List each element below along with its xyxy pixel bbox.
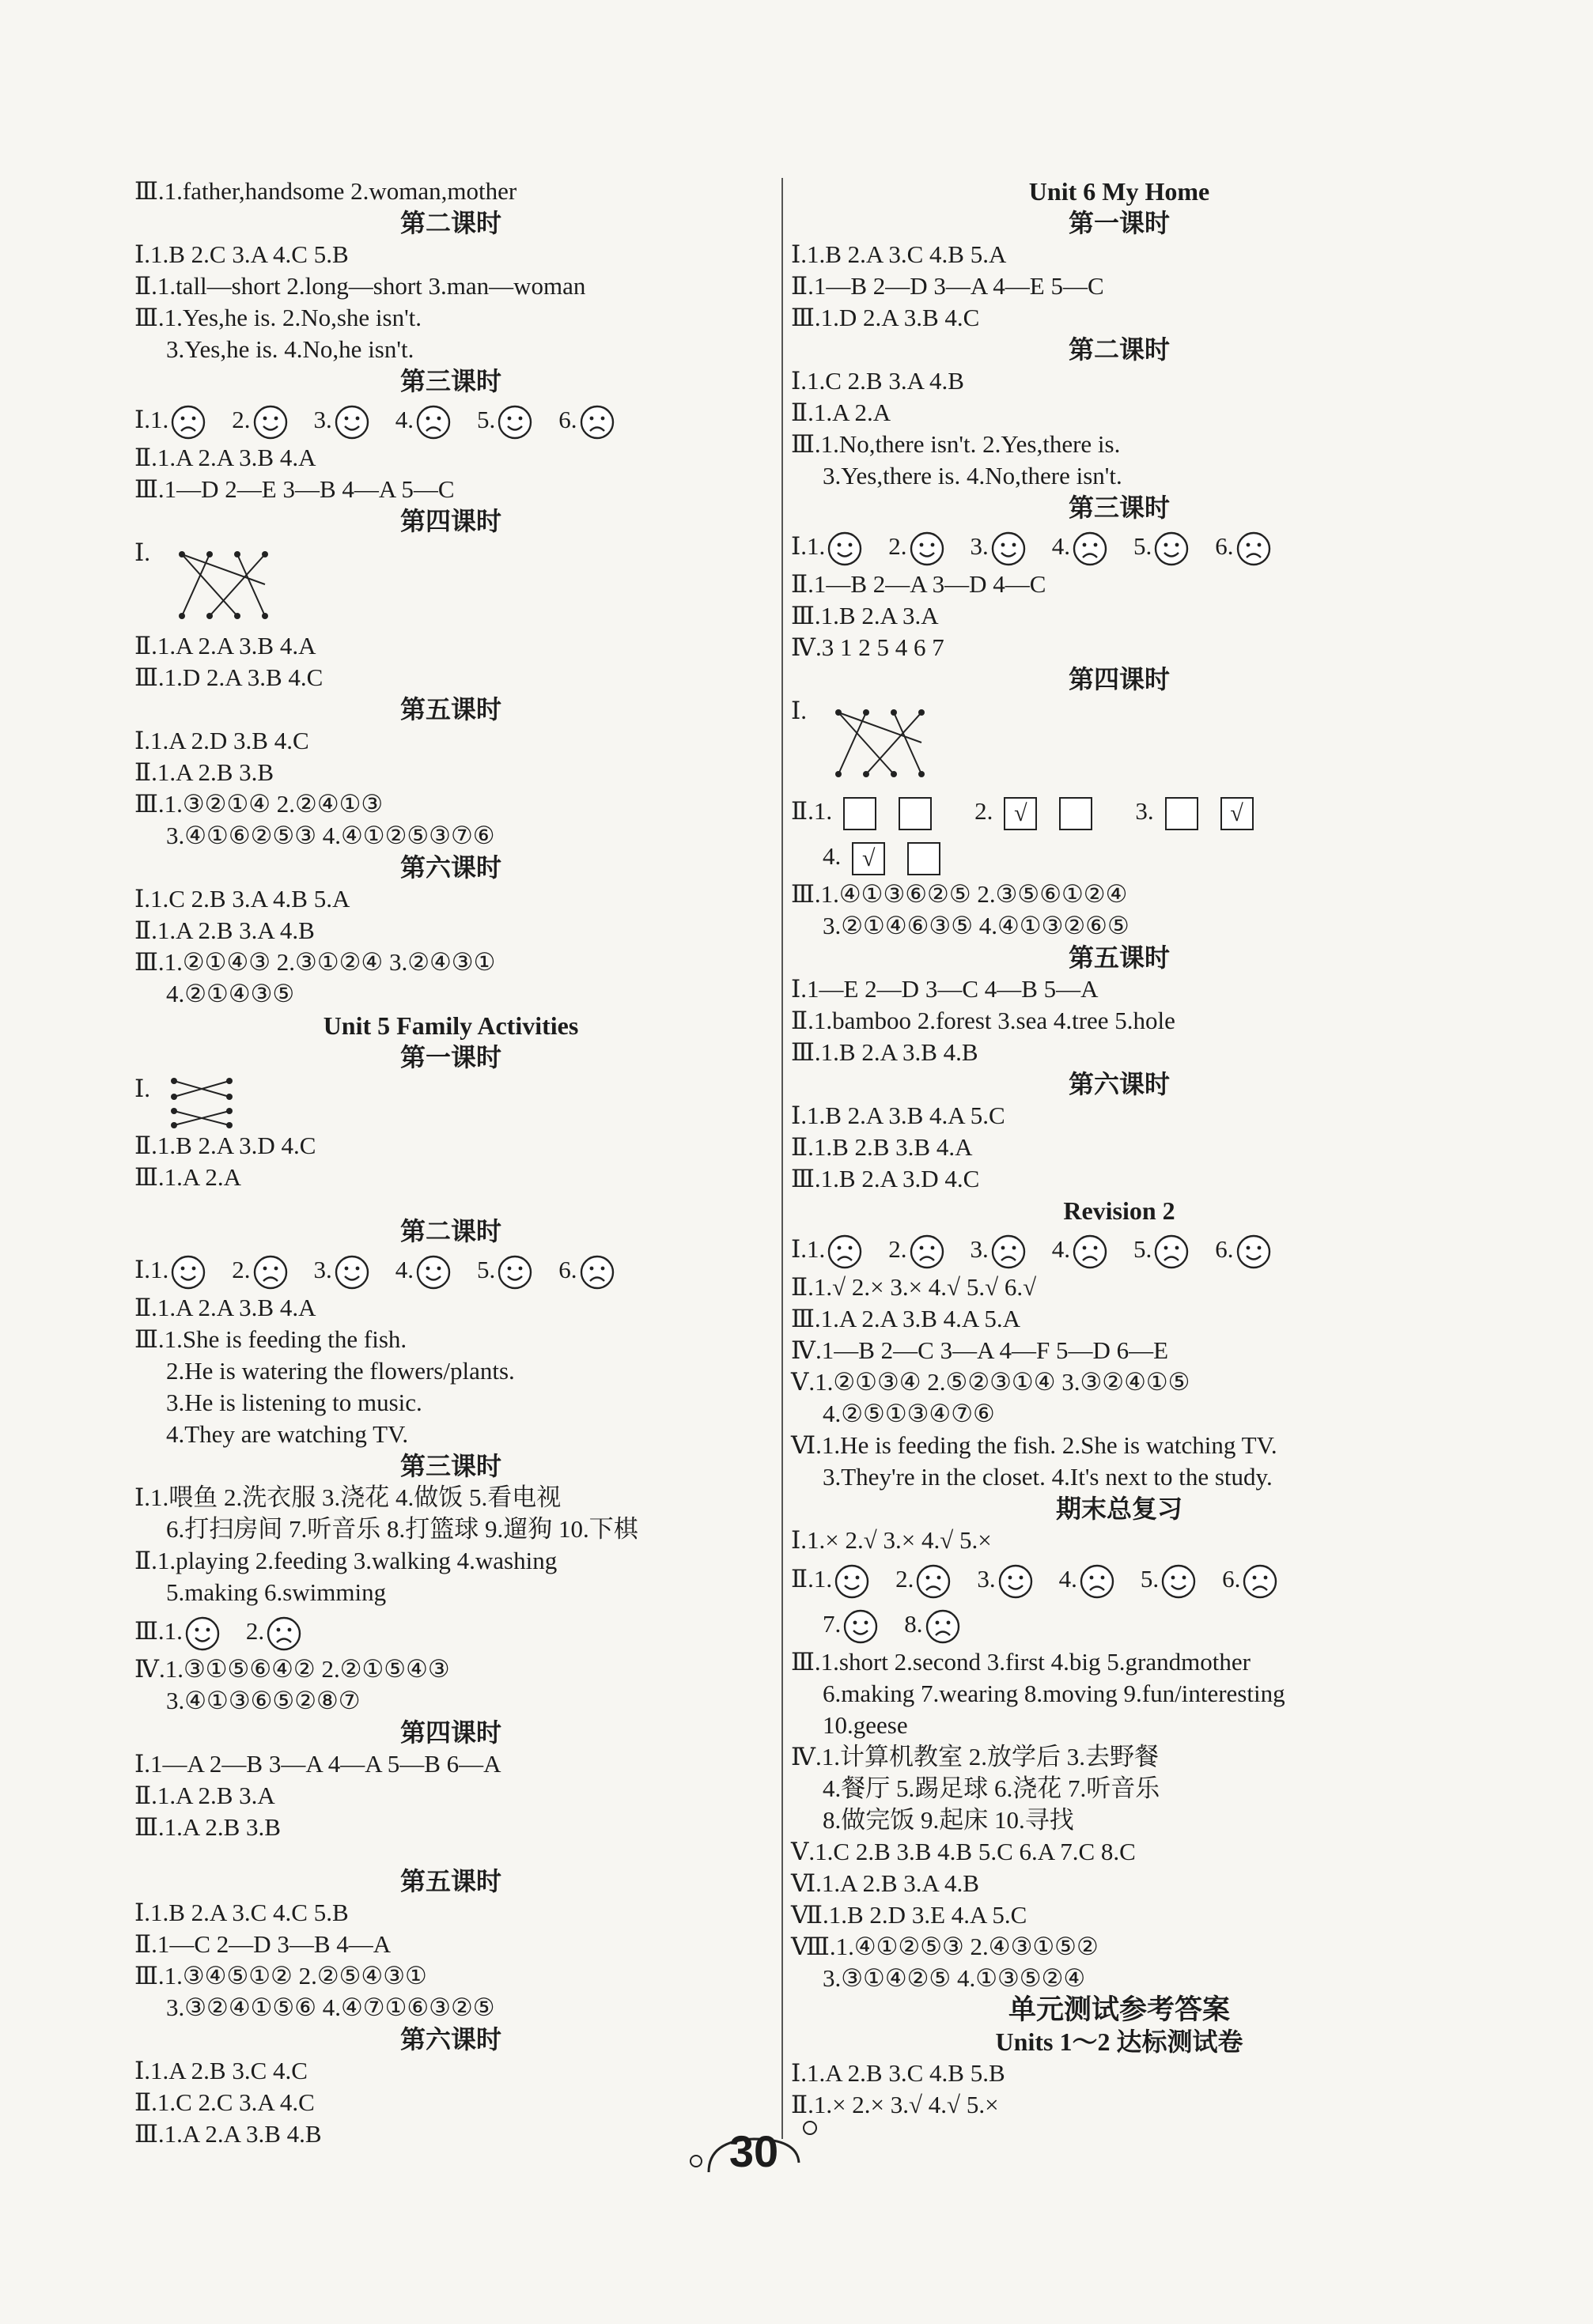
section-heading: 第六课时 [1068,1070,1170,1098]
sad-face-icon [1079,1563,1115,1600]
smiley-face-icon [842,1608,879,1645]
item-number: 1. [813,1565,833,1593]
answer-line: Ⅰ.1.A 2.D 3.B 4.C [134,727,309,754]
item-number: 5. [1133,1235,1152,1263]
item-number: Ⅰ. [134,1256,150,1283]
face-answer-row [134,1247,767,1292]
sad-face-icon [579,404,615,440]
item-number: Ⅲ. [134,1617,165,1645]
empty-box [843,797,876,830]
empty-box [1059,797,1092,830]
answer-line: Ⅲ.1.She is feeding the fish. [134,1325,407,1353]
item-number: Ⅱ. [791,1565,814,1593]
sad-face-icon [170,404,206,440]
item-number: 2. [974,797,993,825]
item-number: 5. [477,1256,496,1283]
answer-line: 3.②①④⑥③⑤ 4.④①③②⑥⑤ [823,912,1129,939]
item-number: 3. [313,1256,332,1283]
answer-line: Ⅳ.1—B 2—C 3—A 4—F 5—D 6—E [791,1336,1169,1364]
item-number: 5. [1140,1565,1160,1593]
section-heading: 单元测试参考答案 [1008,1994,1230,2025]
answer-line: Ⅲ.1.③②①④ 2.②④①③ [134,790,384,818]
checked-box: √ [852,842,885,875]
section-heading: 第四课时 [1068,665,1170,693]
answer-line: Ⅱ.1.A 2.A 3.B 4.A [134,1294,316,1321]
item-number: 2. [232,406,251,433]
item-number: 2. [895,1565,914,1593]
item-number: 5. [1133,532,1152,560]
sad-face-icon [909,1234,945,1270]
smiley-face-icon [334,1254,370,1290]
right-column [791,176,1447,2121]
answer-line: Ⅶ.1.B 2.D 3.E 4.A 5.C [791,1901,1027,1929]
answer-line: Ⅱ.1—C 2—D 3—B 4—A [134,1930,392,1958]
answer-line: Ⅰ.1.喂鱼 2.洗衣服 3.浇花 4.做饭 5.看电视 [134,1483,562,1511]
answer-line: Ⅴ.1.②①③④ 2.⑤②③①④ 3.③②④①⑤ [791,1368,1190,1396]
answer-line: 3.They're in the closet. 4.It's next to the study. [823,1463,1273,1491]
sad-face-icon [1235,531,1272,567]
sad-face-icon [827,1234,863,1270]
item-number: Ⅰ. [791,532,807,560]
item-number: 1. [807,532,826,560]
smiley-face-icon [170,1254,206,1290]
page-number-text: 30 [728,2126,779,2176]
item-number: 1. [150,406,169,433]
answer-line: Ⅲ.1.A 2.A 3.B 4.B [134,2120,322,2148]
section-heading: 第一课时 [399,1043,501,1071]
item-number: 3. [1135,797,1154,825]
empty-box [899,797,932,830]
item-number: 6. [1215,532,1234,560]
sad-face-icon [925,1608,961,1645]
smiley-face-icon [1153,531,1190,567]
page-number [687,2115,821,2188]
answer-line: 3.③①④②⑤ 4.①③⑤②④ [823,1964,1086,1992]
answer-line: Ⅲ.1.D 2.A 3.B 4.C [791,304,980,331]
answer-line: 3.④①⑥②⑤③ 4.④①②⑤③⑦⑥ [166,822,495,849]
answer-line: 3.Yes,there is. 4.No,there isn't. [823,462,1122,489]
smiley-face-icon [990,531,1027,567]
answer-line: Ⅲ.1.③④⑤①② 2.②⑤④③① [134,1962,427,1990]
answer-line: Ⅲ.1.B 2.A 3.D 4.C [791,1165,980,1192]
answer-line: 2.He is watering the flowers/plants. [166,1357,515,1385]
answer-line: Ⅱ.1.tall—short 2.long—short 3.man—woman [134,272,586,300]
sad-face-icon [1072,1234,1108,1270]
answer-line: Ⅱ.1.A 2.B 3.B [134,758,274,786]
item-number: 3. [970,1235,989,1263]
checked-box: √ [1220,797,1254,830]
answer-line: 6.making 7.wearing 8.moving 9.fun/interesting [823,1680,1285,1707]
section-heading: 第五课时 [1068,943,1170,972]
item-number: 5. [477,406,496,433]
matching-diagram [134,537,767,630]
section-heading: 第六课时 [399,853,501,882]
section-heading: Unit 5 Family Activities [323,1011,579,1040]
answer-line: Ⅱ.1.C 2.C 3.A 4.C [134,2088,315,2116]
answer-line: Ⅳ.1.计算机教室 2.放学后 3.去野餐 [791,1743,1159,1770]
item-number: Ⅰ. [134,538,150,566]
answer-line: Ⅰ.1.B 2.A 3.B 4.A 5.C [791,1102,1005,1129]
section-heading: 第三课时 [399,1452,501,1480]
section-heading: 第三课时 [1068,493,1170,522]
smiley-face-icon [827,531,863,567]
answer-line: Ⅰ.1—A 2—B 3—A 4—A 5—B 6—A [134,1750,501,1778]
face-answer-row [791,1601,1447,1646]
sad-face-icon [252,1254,289,1290]
item-number: 6. [1222,1565,1241,1593]
section-heading: Unit 6 My Home [1028,177,1210,206]
sad-face-icon [1242,1563,1278,1600]
section-heading: 第四课时 [399,507,501,535]
item-number: Ⅱ. [791,797,814,825]
smiley-face-icon [497,1254,533,1290]
answer-line: Ⅰ.1.C 2.B 3.A 4.B 5.A [134,885,350,913]
answer-line: 6.打扫房间 7.听音乐 8.打篮球 9.遛狗 10.下棋 [166,1515,638,1543]
answer-line: Ⅷ.1.④①②⑤③ 2.④③①⑤② [791,1933,1099,1960]
smiley-face-icon [334,404,370,440]
sad-face-icon [990,1234,1027,1270]
smiley-face-icon [997,1563,1034,1600]
item-number: 6. [558,1256,577,1283]
answer-line: Ⅱ.1.× 2.× 3.√ 4.√ 5.× [791,2091,999,2118]
matching-diagram [791,695,1447,788]
empty-box [907,842,940,875]
face-answer-row [134,397,767,442]
answer-line: Ⅰ.1.A 2.B 3.C 4.C [134,2057,308,2084]
answer-line: 4.餐厅 5.踢足球 6.浇花 7.听音乐 [823,1774,1160,1802]
answer-line: 5.making 6.swimming [166,1578,387,1606]
item-number: Ⅰ. [791,1235,807,1263]
answer-line: Ⅱ.1.playing 2.feeding 3.walking 4.washing [134,1547,558,1574]
answer-line: Ⅱ.1.A 2.A 3.B 4.A [134,444,316,471]
section-heading: 第五课时 [399,1867,501,1895]
answer-line: Ⅰ.1.B 2.A 3.C 4.B 5.A [791,240,1007,268]
answer-line: Ⅵ.1.He is feeding the fish. 2.She is watching TV. [791,1431,1277,1459]
face-answer-row [791,1226,1447,1272]
answer-line: Ⅱ.1.B 2.A 3.D 4.C [134,1132,316,1159]
section-heading: 第二课时 [1068,335,1170,364]
smiley-face-icon [497,404,533,440]
answer-line: Ⅱ.1—B 2—D 3—A 4—E 5—C [791,272,1104,300]
face-answer-row [791,1556,1447,1601]
sad-face-icon [415,404,452,440]
item-number: Ⅰ. [134,406,150,433]
answer-line: Ⅰ.1.× 2.√ 3.× 4.√ 5.× [791,1526,992,1554]
left-column [134,176,767,2150]
answer-line: Ⅲ.1.A 2.A 3.B 4.A 5.A [791,1305,1020,1332]
sad-face-icon [915,1563,952,1600]
answer-line: 4.②⑤①③④⑦⑥ [823,1400,995,1427]
section-heading: 第一课时 [1068,209,1170,237]
checkbox-answer-row [791,788,1447,833]
answer-line: Ⅱ.1.A 2.B 3.A 4.B [134,916,315,944]
matching-lines-icon [823,695,981,788]
item-number: 3. [970,532,989,560]
answer-line: Ⅰ.1.A 2.B 3.C 4.B 5.B [791,2059,1005,2087]
item-number: 7. [823,1610,842,1638]
item-number: 4. [1051,1235,1070,1263]
answer-line: Ⅱ.1—B 2—A 3—D 4—C [791,570,1046,598]
answer-line: Ⅲ.1.D 2.A 3.B 4.C [134,663,324,691]
answer-line: Ⅲ.1.A 2.B 3.B [134,1813,281,1841]
item-number: 4. [1058,1565,1077,1593]
spacer [134,1193,767,1215]
smiley-face-icon [252,404,289,440]
answer-line: Ⅱ.1.bamboo 2.forest 3.sea 4.tree 5.hole [791,1007,1175,1034]
answer-line: 3.④①③⑥⑤②⑧⑦ [166,1687,361,1714]
item-number: 1. [164,1617,183,1645]
section-heading: 第四课时 [399,1718,501,1747]
smiley-face-icon [415,1254,452,1290]
answer-line: 3.Yes,he is. 4.No,he isn't. [166,335,414,363]
item-number: 3. [977,1565,996,1593]
item-number: 2. [888,532,907,560]
sad-face-icon [1072,531,1108,567]
smiley-face-icon [1160,1563,1197,1600]
answer-line: Ⅲ.1.A 2.A [134,1163,241,1191]
answer-line: Ⅵ.1.A 2.B 3.A 4.B [791,1869,979,1897]
section-heading: 第三课时 [399,367,501,395]
item-number: 1. [150,1256,169,1283]
face-answer-row [791,523,1447,569]
empty-box [1165,797,1198,830]
answer-line: Ⅳ.3 1 2 5 4 6 7 [791,633,944,661]
answer-line: Ⅱ.1.A 2.A [791,399,891,426]
item-number: 1. [807,1235,826,1263]
smiley-face-icon [834,1563,870,1600]
section-heading: Units 1～2 达标测试卷 [995,2027,1243,2056]
item-number: 4. [1051,532,1070,560]
answer-line: Ⅱ.1.A 2.A 3.B 4.A [134,632,316,659]
item-number: 2. [232,1256,251,1283]
answer-line: Ⅴ.1.C 2.B 3.B 4.B 5.C 6.A 7.C 8.C [791,1838,1136,1865]
answer-line: Ⅰ.1—E 2—D 3—C 4—B 5—A [791,975,1099,1003]
smiley-face-icon [184,1615,221,1652]
smiley-face-icon [909,531,945,567]
item-number: 3. [313,406,332,433]
item-number: Ⅰ. [791,697,807,724]
face-answer-row [134,1608,767,1653]
answer-line: Ⅲ.1.father,handsome 2.woman,mother [134,177,517,205]
section-heading: 第二课时 [399,1217,501,1245]
answer-line: Ⅱ.1.√ 2.× 3.× 4.√ 5.√ 6.√ [791,1273,1037,1301]
checked-box: √ [1004,797,1037,830]
column-divider [781,178,783,2139]
answer-line: Ⅲ.1.②①④③ 2.③①②④ 3.②④③① [134,948,496,976]
answer-line: Ⅳ.1.③①⑤⑥④② 2.②①⑤④③ [134,1655,450,1683]
sad-face-icon [579,1254,615,1290]
answer-line: 3.He is listening to music. [166,1389,422,1416]
answer-line: Ⅲ.1—D 2—E 3—B 4—A 5—C [134,475,455,503]
item-number: 8. [904,1610,923,1638]
sad-face-icon [1153,1234,1190,1270]
item-number: 6. [1215,1235,1234,1263]
answer-line: Ⅰ.1.B 2.A 3.C 4.C 5.B [134,1899,349,1926]
matching-diagram [134,1073,767,1130]
item-number: 4. [395,1256,414,1283]
item-number: 4. [823,842,842,870]
smiley-face-icon [1235,1234,1272,1270]
spacer [134,1843,767,1865]
section-heading: 第五课时 [399,695,501,724]
answer-line: Ⅰ.1.C 2.B 3.A 4.B [791,367,964,395]
section-heading: 第二课时 [399,209,501,237]
sad-face-icon [266,1615,302,1652]
answer-line: Ⅰ.1.B 2.C 3.A 4.C 5.B [134,240,349,268]
answer-line: 8.做完饭 9.起床 10.寻找 [823,1806,1074,1834]
item-number: 2. [245,1617,265,1645]
answer-line: Ⅲ.1.B 2.A 3.A [791,602,939,629]
matching-lines-icon [166,537,324,630]
answer-line: Ⅲ.1.B 2.A 3.B 4.B [791,1038,978,1066]
answer-line: 3.③②④①⑤⑥ 4.④⑦①⑥③②⑤ [166,1993,495,2021]
answer-line: Ⅲ.1.Yes,he is. 2.No,she isn't. [134,304,422,331]
answer-line: 4.②①④③⑤ [166,980,295,1007]
answer-line: 4.They are watching TV. [166,1420,409,1448]
answer-line: Ⅱ.1.A 2.B 3.A [134,1782,275,1809]
section-heading: 第六课时 [399,2025,501,2054]
item-number: 4. [395,406,414,433]
answer-line: Ⅱ.1.B 2.B 3.B 4.A [791,1133,973,1161]
answer-line: Ⅲ.1.short 2.second 3.first 4.big 5.grandmother [791,1648,1251,1676]
item-number: Ⅰ. [134,1075,150,1102]
answer-line: Ⅲ.1.④①③⑥②⑤ 2.③⑤⑥①②④ [791,880,1128,908]
answer-line: Ⅲ.1.No,there isn't. 2.Yes,there is. [791,430,1121,458]
section-heading: Revision 2 [1063,1196,1175,1225]
item-number: 2. [888,1235,907,1263]
checkbox-answer-row [791,833,1447,879]
item-number: 6. [558,406,577,433]
answer-line: 10.geese [823,1711,908,1739]
section-heading: 期末总复习 [1055,1495,1182,1523]
item-number: 1. [813,797,833,825]
matching-lines-icon [166,1073,324,1130]
